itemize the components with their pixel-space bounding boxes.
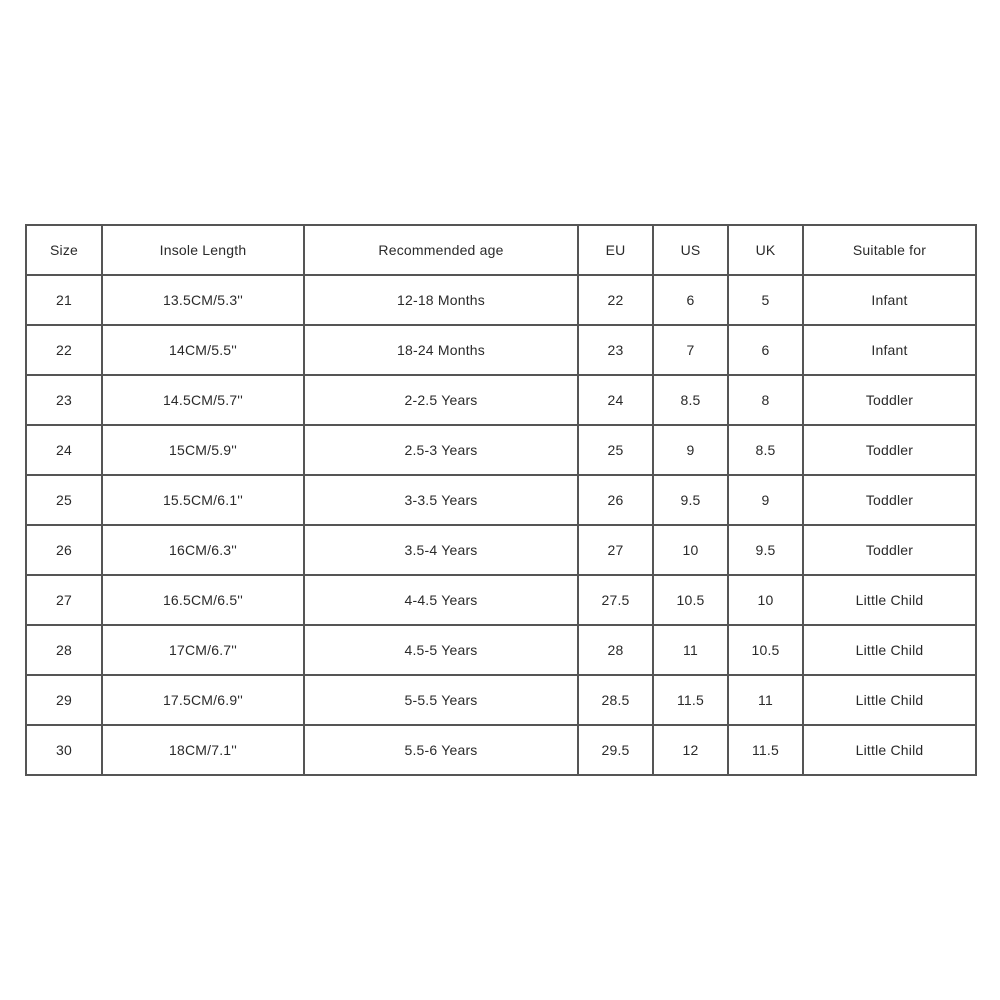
cell-suitable-for: Little Child: [803, 625, 976, 675]
table-row: [26, 525, 976, 575]
cell-size: 26: [26, 525, 102, 575]
cell-recommended-age: 3.5-4 Years: [304, 525, 578, 575]
cell-size: 22: [26, 325, 102, 375]
cell-recommended-age: 18-24 Months: [304, 325, 578, 375]
cell-size: 25: [26, 475, 102, 525]
cell-insole-length: 14CM/5.5'': [102, 325, 304, 375]
cell-insole-length: 16.5CM/6.5'': [102, 575, 304, 625]
header-size: Size: [26, 225, 102, 275]
cell-suitable-for: Toddler: [803, 425, 976, 475]
cell-size: 24: [26, 425, 102, 475]
cell-recommended-age: 4-4.5 Years: [304, 575, 578, 625]
cell-insole-length: 17.5CM/6.9'': [102, 675, 304, 725]
cell-size: 29: [26, 675, 102, 725]
cell-eu: 28: [578, 625, 653, 675]
cell-size: 27: [26, 575, 102, 625]
cell-size: 30: [26, 725, 102, 775]
cell-recommended-age: 12-18 Months: [304, 275, 578, 325]
cell-suitable-for: Toddler: [803, 525, 976, 575]
header-suitable-for: Suitable for: [803, 225, 976, 275]
header-insole-length: Insole Length: [102, 225, 304, 275]
cell-uk: 11.5: [728, 725, 803, 775]
cell-uk: 8.5: [728, 425, 803, 475]
cell-us: 9.5: [653, 475, 728, 525]
cell-us: 10: [653, 525, 728, 575]
cell-insole-length: 13.5CM/5.3'': [102, 275, 304, 325]
cell-us: 10.5: [653, 575, 728, 625]
cell-recommended-age: 3-3.5 Years: [304, 475, 578, 525]
cell-uk: 9: [728, 475, 803, 525]
cell-insole-length: 15CM/5.9'': [102, 425, 304, 475]
cell-recommended-age: 2-2.5 Years: [304, 375, 578, 425]
cell-eu: 23: [578, 325, 653, 375]
table-row: [26, 725, 976, 775]
header-us: US: [653, 225, 728, 275]
cell-size: 23: [26, 375, 102, 425]
cell-uk: 5: [728, 275, 803, 325]
cell-recommended-age: 5.5-6 Years: [304, 725, 578, 775]
cell-insole-length: 17CM/6.7'': [102, 625, 304, 675]
cell-size: 21: [26, 275, 102, 325]
cell-eu: 24: [578, 375, 653, 425]
header-uk: UK: [728, 225, 803, 275]
cell-uk: 8: [728, 375, 803, 425]
cell-suitable-for: Little Child: [803, 575, 976, 625]
cell-recommended-age: 2.5-3 Years: [304, 425, 578, 475]
size-chart-table: [25, 224, 977, 776]
cell-suitable-for: Infant: [803, 325, 976, 375]
cell-suitable-for: Little Child: [803, 675, 976, 725]
cell-eu: 28.5: [578, 675, 653, 725]
cell-eu: 27.5: [578, 575, 653, 625]
cell-us: 8.5: [653, 375, 728, 425]
cell-suitable-for: Toddler: [803, 475, 976, 525]
cell-us: 7: [653, 325, 728, 375]
table-row: [26, 625, 976, 675]
cell-eu: 22: [578, 275, 653, 325]
cell-insole-length: 16CM/6.3'': [102, 525, 304, 575]
cell-eu: 27: [578, 525, 653, 575]
cell-us: 11: [653, 625, 728, 675]
cell-eu: 25: [578, 425, 653, 475]
header-eu: EU: [578, 225, 653, 275]
cell-uk: 11: [728, 675, 803, 725]
cell-suitable-for: Infant: [803, 275, 976, 325]
cell-uk: 6: [728, 325, 803, 375]
cell-us: 12: [653, 725, 728, 775]
cell-insole-length: 14.5CM/5.7'': [102, 375, 304, 425]
cell-insole-length: 18CM/7.1'': [102, 725, 304, 775]
cell-insole-length: 15.5CM/6.1'': [102, 475, 304, 525]
cell-eu: 29.5: [578, 725, 653, 775]
cell-suitable-for: Little Child: [803, 725, 976, 775]
header-recommended-age: Recommended age: [304, 225, 578, 275]
cell-suitable-for: Toddler: [803, 375, 976, 425]
table-row: [26, 475, 976, 525]
header-row: [26, 225, 976, 275]
table-row: [26, 425, 976, 475]
cell-us: 11.5: [653, 675, 728, 725]
table-row: [26, 675, 976, 725]
cell-us: 9: [653, 425, 728, 475]
table-body: [26, 275, 976, 775]
cell-uk: 10: [728, 575, 803, 625]
cell-uk: 10.5: [728, 625, 803, 675]
table-row: [26, 375, 976, 425]
cell-recommended-age: 4.5-5 Years: [304, 625, 578, 675]
cell-recommended-age: 5-5.5 Years: [304, 675, 578, 725]
cell-uk: 9.5: [728, 525, 803, 575]
cell-eu: 26: [578, 475, 653, 525]
table-row: [26, 575, 976, 625]
table-row: [26, 325, 976, 375]
cell-size: 28: [26, 625, 102, 675]
cell-us: 6: [653, 275, 728, 325]
table-row: [26, 275, 976, 325]
